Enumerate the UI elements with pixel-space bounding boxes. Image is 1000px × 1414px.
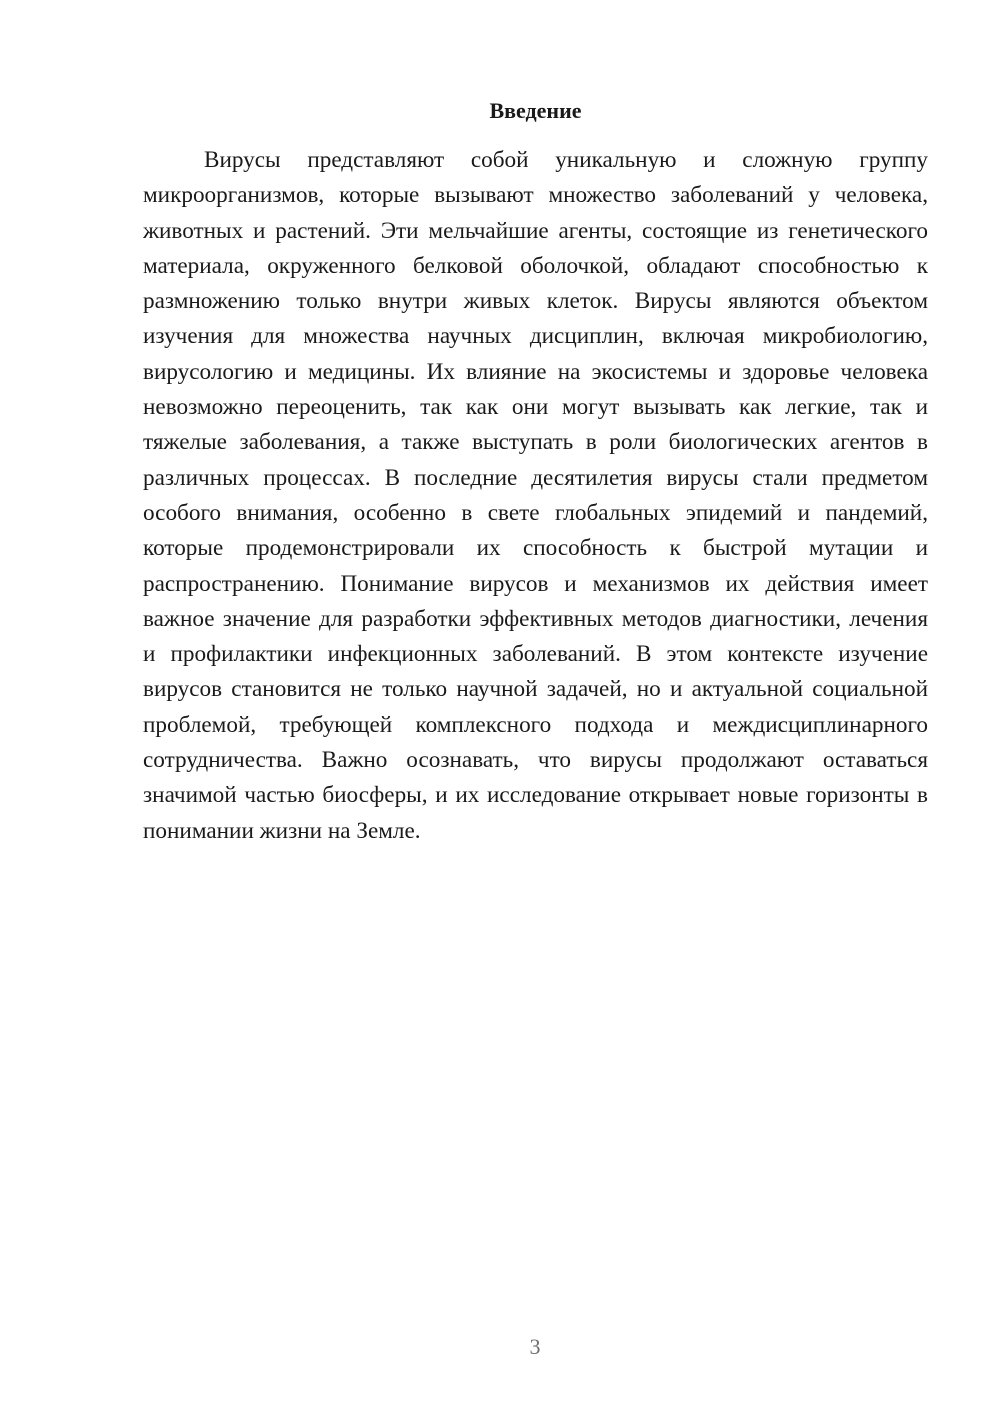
introduction-paragraph: Вирусы представляют собой уникальную и сложную группу микроорганизмов, которые вызывают множество заболеваний у человека, животных и растений. Эти мельчайшие агенты, состоящие из генетического материала, окруженного белковой оболочкой, обладают способностью к размножению только внутри живых клеток. Вирусы являются объектом изучения для множества научных дисциплин, включая микробиологию, вирусологию и медицины. Их влияние на экосистемы и здоровье человека невозможно переоценить, так как они могут вызывать как легкие, так и тяжелые заболевания, а также выступать в роли биологических агентов в различных процессах. В последние десятилетия вирусы стали предметом особого внимания, особенно в свете глобальных эпидемий и пандемий, которые продемонстрировали их способность к быстрой мутации и распространению. Понимание вирусов и механизмов их действия имеет важное значение для разработки эффективных методов диагностики, лечения и профилактики инфекционных заболеваний. В этом контексте изучение вирусов становится не только научной задачей, но и актуальной социальной проблемой, требующей комплексного подхода и междисциплинарного сотрудничества. Важно осознавать, что вирусы продолжают оставаться значимой частью биосферы, и их исследование открывает новые горизонты в понимании жизни на Земле.	[143, 147, 928, 844]
section-heading: Введение	[489, 98, 582, 123]
page-number: 3	[529, 1334, 541, 1359]
